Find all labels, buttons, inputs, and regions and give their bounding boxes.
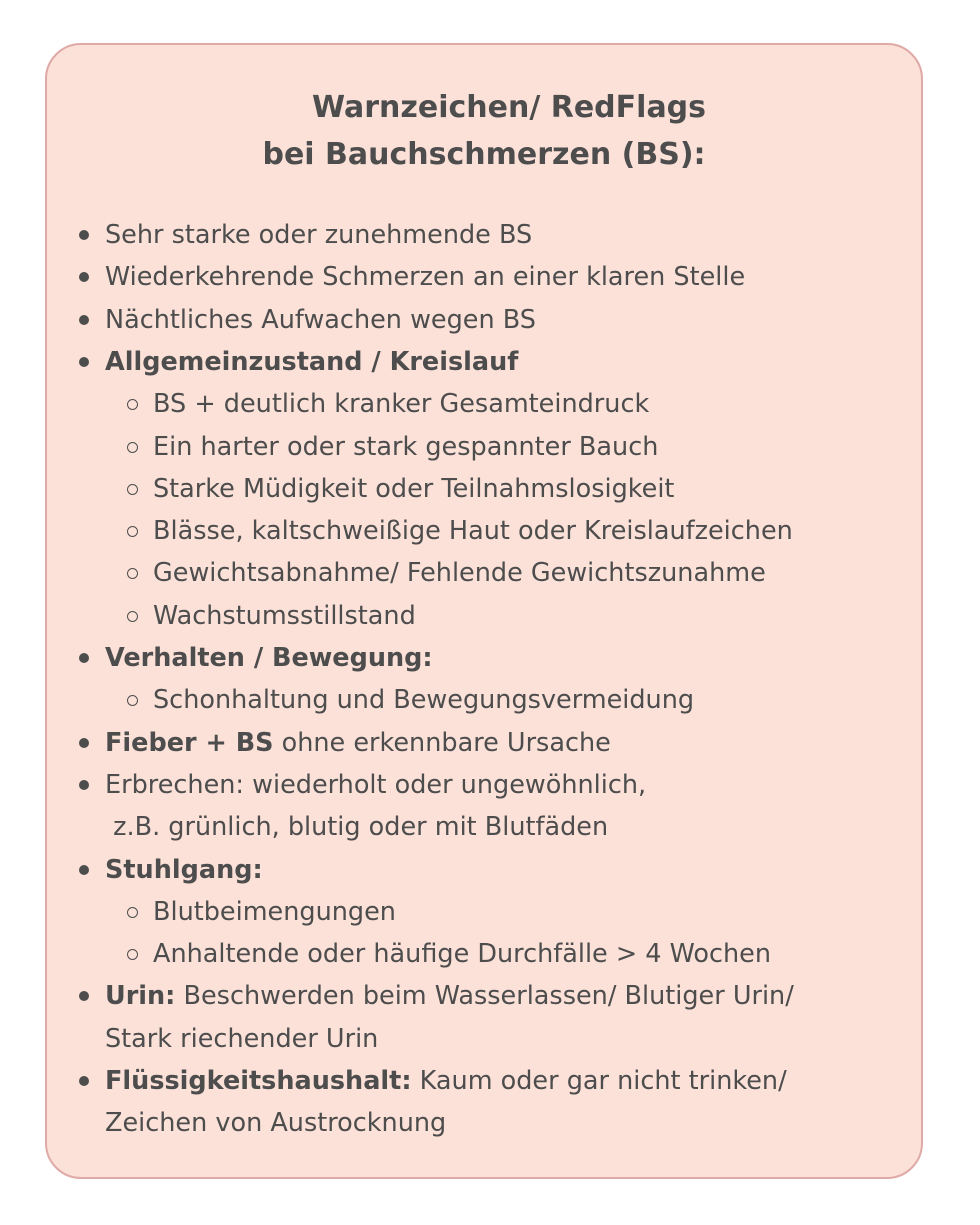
item-body: Sehr starke oder zunehmende BS [105, 220, 533, 250]
bullet-dot-icon [79, 272, 89, 282]
title-line-2: bei Bauchschmerzen (BS): [262, 137, 706, 172]
item-text [105, 722, 611, 764]
item-text [153, 933, 771, 975]
item-text [105, 1102, 446, 1144]
item-body: Zeichen von Austrocknung [105, 1108, 447, 1139]
item-text [153, 468, 674, 510]
bullet-dot-icon [79, 991, 89, 1001]
item-text [153, 891, 396, 933]
item-body: Gewichtsabnahme/ Fehlende Gewichtszunahme [153, 558, 766, 589]
item-text [105, 637, 433, 679]
bullet-dot-icon [79, 315, 89, 325]
item-body: Anhaltende oder häufige Durchfälle > 4 Wochen [153, 939, 771, 970]
item-body: z.B. grünlich, blutig oder mit Blutfäden [105, 812, 609, 843]
bullet-dot-icon [79, 738, 89, 748]
bullet-circle-icon [127, 695, 138, 706]
item-body: Wachstumsstillstand [153, 600, 416, 631]
item-text [153, 679, 694, 721]
item-bold-label: Stuhlgang: [105, 854, 263, 885]
bullet-circle-icon [127, 907, 138, 918]
item-body: Schonhaltung und Bewegungsvermeidung [153, 685, 695, 716]
item-bold-label: Urin: [105, 981, 176, 1012]
item-text [105, 975, 794, 1017]
bullet-circle-icon [127, 949, 138, 960]
bullet-dot-icon [79, 653, 89, 663]
item-body: Kaum oder gar nicht trinken/ [411, 1066, 787, 1096]
item-text [105, 1018, 378, 1060]
item-body: Wiederkehrende Schmerzen an einer klaren Stelle [105, 262, 746, 293]
item-body: Erbrechen: wiederholt oder ungewöhnlich, [105, 769, 647, 800]
item-text [105, 214, 532, 256]
bullet-dot-icon [79, 1076, 89, 1086]
item-bold-label: Flüssigkeitshaushalt: [105, 1066, 412, 1096]
item-text [153, 552, 766, 594]
item-text [153, 426, 658, 468]
redflags-card [45, 43, 923, 1179]
bullet-circle-icon [127, 484, 138, 495]
bullet-dot-icon [79, 230, 89, 240]
item-body: Beschwerden beim Wasserlassen/ Blutiger Urin/ [175, 981, 794, 1012]
item-bold-label: Verhalten / Bewegung: [105, 643, 433, 673]
item-bold-label: Allgemeinzustand / Kreislauf [105, 346, 519, 377]
bullet-circle-icon [127, 568, 138, 579]
item-text [105, 764, 646, 806]
title-line-1: Warnzeichen/ RedFlags [311, 90, 707, 125]
bullet-dot-icon [79, 357, 89, 367]
item-text [105, 806, 608, 848]
item-body: Stark riechender Urin [105, 1023, 379, 1054]
bullet-dot-icon [79, 780, 89, 790]
item-text [105, 1060, 787, 1102]
item-text [153, 595, 416, 637]
item-body: Blutbeimengungen [153, 896, 396, 927]
item-text [153, 510, 793, 552]
item-text [105, 299, 536, 341]
item-body: BS + deutlich kranker Gesamteindruck [153, 389, 650, 420]
item-bold-label: Fieber + BS [105, 727, 274, 758]
bullet-dot-icon [79, 865, 89, 875]
item-body: Blässe, kaltschweißige Haut oder Kreislaufzeichen [153, 516, 793, 547]
item-text [105, 849, 263, 891]
bullet-circle-icon [127, 611, 138, 622]
bullet-circle-icon [127, 399, 138, 410]
item-body: Nächtliches Aufwachen wegen BS [105, 304, 536, 335]
item-body: Starke Müdigkeit oder Teilnahmslosigkeit [153, 473, 675, 504]
item-body: Ein harter oder stark gespannter Bauch [153, 431, 659, 462]
item-text [153, 383, 649, 425]
item-text [105, 256, 745, 298]
item-body: ohne erkennbare Ursache [273, 727, 611, 758]
bullet-circle-icon [127, 442, 138, 453]
item-text [105, 341, 518, 383]
bullet-circle-icon [127, 526, 138, 537]
